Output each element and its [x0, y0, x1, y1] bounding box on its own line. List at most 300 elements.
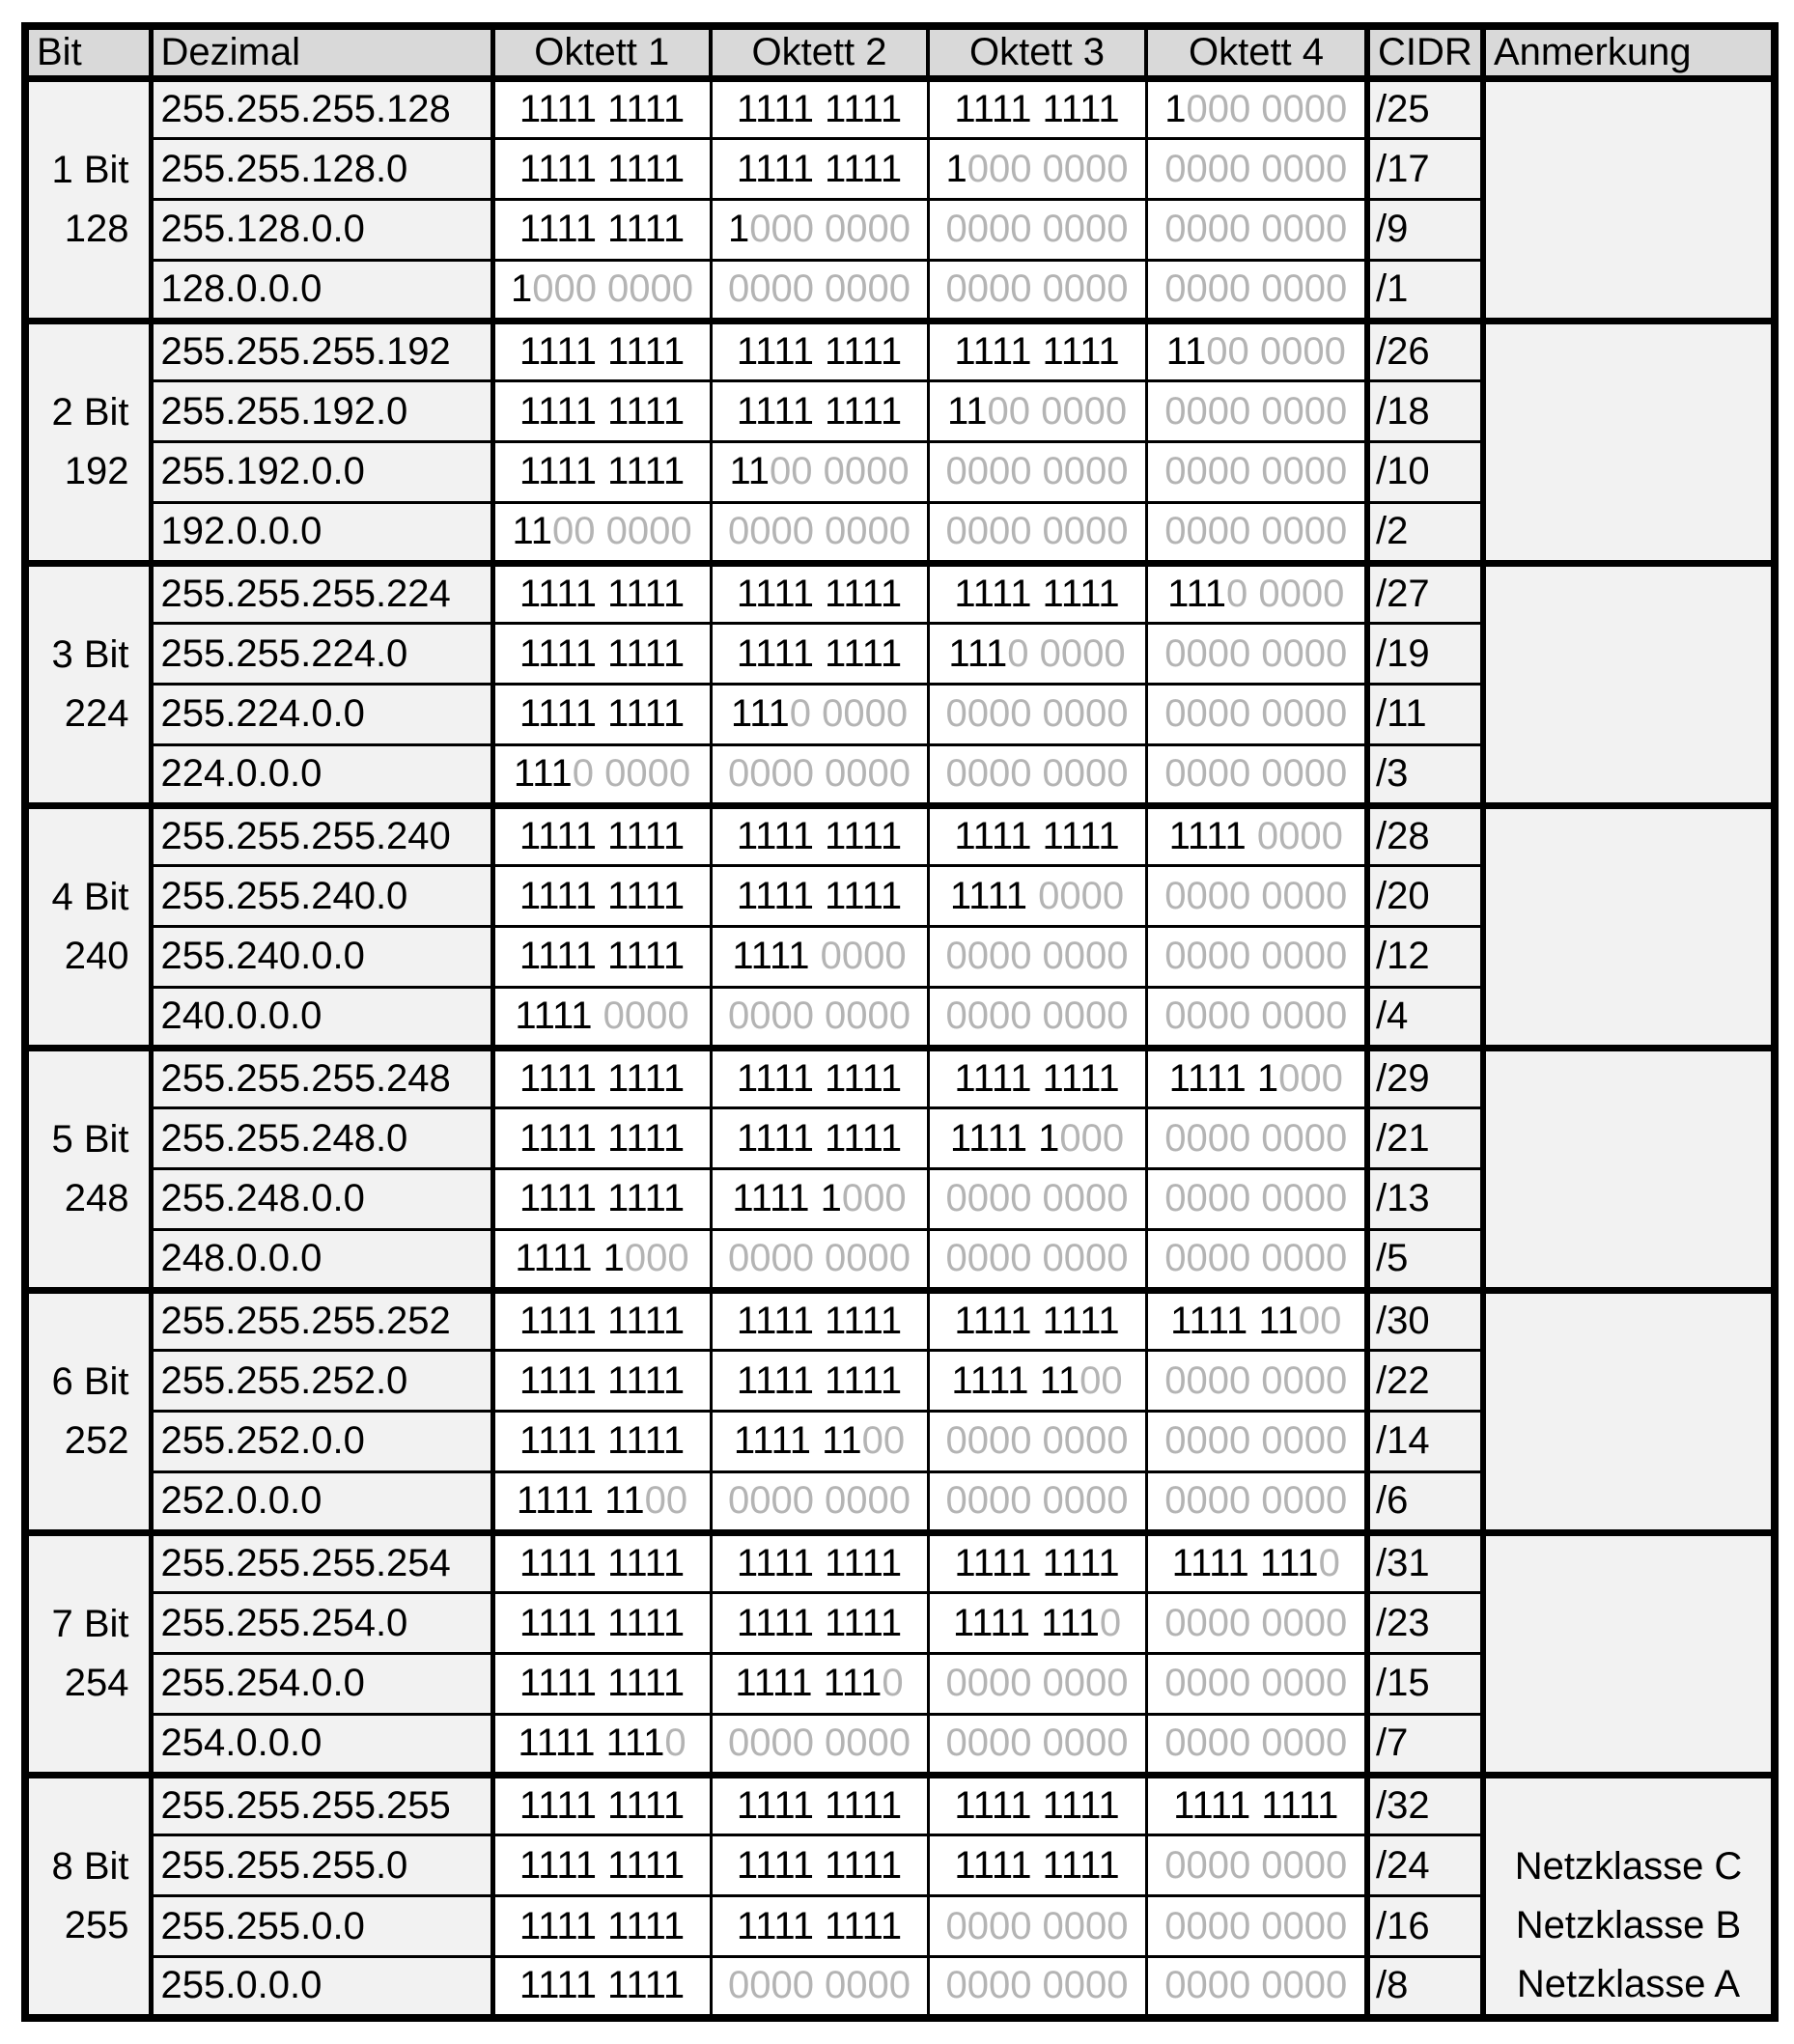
dezimal-cell: 255.255.254.0 [151, 1593, 492, 1654]
bits-off: 0000 0000 [1164, 147, 1348, 190]
octet4-cell [1146, 805, 1367, 866]
header-row [25, 26, 1775, 78]
bit-group-cell [25, 1532, 151, 1775]
octet2-cell [711, 685, 928, 745]
bits-on: 1111 11 [951, 1358, 1080, 1402]
bits-on: 1111 1111 [519, 572, 686, 615]
anmerkung-line [1486, 200, 1771, 259]
bits-off: 000 0000 [967, 147, 1129, 190]
octet4-cell [1146, 987, 1367, 1048]
dezimal-cell: 255.254.0.0 [151, 1654, 492, 1715]
octet2-cell [711, 1532, 928, 1593]
bits-on: 1111 1111 [519, 1056, 686, 1100]
anmerkung-line [1486, 1294, 1771, 1353]
octet1-cell [492, 624, 711, 685]
bits-off: 0 [1318, 1541, 1340, 1584]
dezimal-cell: 255.255.128.0 [151, 139, 492, 200]
bit-count-label: 8 Bit [51, 1844, 129, 1888]
octet2-cell [711, 1896, 928, 1957]
dezimal-cell: 255.128.0.0 [151, 200, 492, 261]
cidr-cell: /23 [1367, 1593, 1483, 1654]
bit-group-cell [25, 1290, 151, 1532]
table-row [25, 1048, 1775, 1108]
bit-group-cell [25, 321, 151, 563]
octet4-cell [1146, 139, 1367, 200]
bits-on: 1111 1111 [736, 1601, 903, 1644]
octet4-cell [1146, 1412, 1367, 1472]
octet2-cell [711, 139, 928, 200]
anmerkung-line [1486, 1536, 1771, 1595]
bits-on: 1111 1111 [519, 450, 686, 493]
octet2-cell [711, 1169, 928, 1230]
bits-off: 0 0000 [572, 752, 691, 796]
octet1-cell [492, 563, 711, 624]
bits-off: 0000 0000 [1164, 450, 1348, 493]
bits-on: 1111 1111 [519, 1419, 686, 1463]
cidr-cell: /31 [1367, 1532, 1483, 1593]
table-row [25, 1775, 1775, 1835]
dezimal-cell: 255.255.255.224 [151, 563, 492, 624]
bit-value-label: 128 [64, 207, 129, 250]
bits-on: 1111 1111 [519, 389, 686, 433]
octet4-cell [1146, 1714, 1367, 1775]
bits-on: 1111 11 [1170, 1299, 1299, 1342]
octet3-cell [928, 1654, 1146, 1715]
octet1-cell [492, 1290, 711, 1351]
bits-on: 1111 1111 [519, 1601, 686, 1644]
bits-on: 1111 11 [516, 1479, 645, 1523]
bits-off: 0 0000 [1225, 572, 1345, 615]
bits-on: 1111 1111 [519, 1177, 686, 1220]
octet3-cell [928, 1351, 1146, 1412]
octet1-cell [492, 78, 711, 139]
bits-on: 1111 1111 [519, 874, 686, 917]
bits-off: 00 [644, 1479, 688, 1523]
cidr-cell: /32 [1367, 1775, 1483, 1835]
bit-group-cell [25, 1048, 151, 1290]
cidr-cell: /20 [1367, 866, 1483, 927]
bit-value-label: 192 [64, 449, 129, 492]
octet4-cell [1146, 1654, 1367, 1715]
bits-on: 1111 1111 [736, 1358, 903, 1402]
octet1-cell [492, 1532, 711, 1593]
octet2-cell [711, 321, 928, 381]
octet2-cell [711, 1351, 928, 1412]
bits-off: 0000 0000 [727, 1479, 911, 1523]
octet4-cell [1146, 744, 1367, 805]
cidr-cell: /5 [1367, 1229, 1483, 1290]
octet3-cell [928, 866, 1146, 927]
octet4-cell [1146, 1593, 1367, 1654]
bits-off: 0000 0000 [1164, 631, 1348, 675]
octet3-cell [928, 1957, 1146, 2018]
cidr-cell: /16 [1367, 1896, 1483, 1957]
octet1-cell [492, 685, 711, 745]
octet1-cell [492, 927, 711, 988]
bits-on: 1111 1111 [519, 208, 686, 251]
anmerkung-line [1486, 324, 1771, 383]
anmerkung-line [1486, 927, 1771, 986]
bits-on: 1111 1111 [519, 935, 686, 978]
bit-value-label: 224 [64, 691, 129, 735]
octet3-cell [928, 502, 1146, 563]
octet4-cell [1146, 1290, 1367, 1351]
octet1-cell [492, 1654, 711, 1715]
cidr-cell: /4 [1367, 987, 1483, 1048]
bits-off: 0000 0000 [1164, 752, 1348, 796]
bits-on: 1111 1111 [954, 1843, 1120, 1887]
bit-value-label: 248 [64, 1176, 129, 1219]
dezimal-cell: 255.255.255.252 [151, 1290, 492, 1351]
anmerkung-cell [1483, 563, 1775, 805]
anmerkung-line [1486, 442, 1771, 501]
bits-off: 0000 0000 [1164, 1662, 1348, 1705]
octet4-cell [1146, 1775, 1367, 1835]
cidr-cell: /22 [1367, 1351, 1483, 1412]
octet4-cell [1146, 685, 1367, 745]
bit-count-label: 2 Bit [51, 390, 129, 434]
octet2-cell [711, 563, 928, 624]
dezimal-cell: 255.255.255.192 [151, 321, 492, 381]
anmerkung-line [1486, 1353, 1771, 1412]
anmerkung-line [1486, 1412, 1771, 1470]
bits-off: 0000 0000 [727, 1237, 911, 1280]
anmerkung-cell [1483, 1048, 1775, 1290]
octet1-cell [492, 200, 711, 261]
bits-off: 0000 0000 [945, 1177, 1129, 1220]
octet3-cell [928, 1169, 1146, 1230]
header-anmerkung: Anmerkung [1483, 26, 1775, 78]
anmerkung-line [1486, 986, 1771, 1045]
header-bit: Bit [25, 26, 151, 78]
bits-off: 0000 0000 [1164, 1237, 1348, 1280]
cidr-cell: /14 [1367, 1412, 1483, 1472]
bits-off: 0000 0000 [727, 1722, 911, 1765]
octet4-cell [1146, 1896, 1367, 1957]
octet1-cell [492, 1714, 711, 1775]
octet3-cell [928, 1229, 1146, 1290]
bits-on: 1111 1111 [519, 692, 686, 736]
dezimal-cell: 255.248.0.0 [151, 1169, 492, 1230]
octet4-cell [1146, 321, 1367, 381]
bits-off: 0000 0000 [1164, 389, 1348, 433]
octet2-cell [711, 1108, 928, 1169]
octet1-cell [492, 1229, 711, 1290]
anmerkung-cell [1483, 78, 1775, 321]
dezimal-cell: 255.240.0.0 [151, 927, 492, 988]
bits-off: 00 0000 [987, 389, 1128, 433]
octet1-cell [492, 381, 711, 442]
bits-off: 0 [664, 1722, 687, 1765]
cidr-cell: /9 [1367, 200, 1483, 261]
dezimal-cell: 192.0.0.0 [151, 502, 492, 563]
octet1-cell [492, 139, 711, 200]
octet3-cell [928, 1532, 1146, 1593]
octet3-cell [928, 1290, 1146, 1351]
bits-on: 1111 1 [1168, 1056, 1279, 1100]
octet2-cell [711, 1957, 928, 2018]
bit-value-label: 252 [64, 1418, 129, 1462]
bits-off: 0000 0000 [945, 1904, 1129, 1947]
header-oktett-2: Oktett 2 [711, 26, 928, 78]
bits-on: 1111 111 [735, 1662, 883, 1705]
bits-off: 0 0000 [789, 692, 909, 736]
anmerkung-cell [1483, 1532, 1775, 1775]
bits-off: 0000 0000 [1164, 1419, 1348, 1463]
bits-off: 00 0000 [769, 450, 910, 493]
table-row [25, 805, 1775, 866]
bits-off: 0000 0000 [1164, 1177, 1348, 1220]
dezimal-cell: 255.255.255.0 [151, 1835, 492, 1896]
bits-on: 1111 1 [515, 1237, 625, 1280]
octet4-cell [1146, 502, 1367, 563]
cidr-cell: /1 [1367, 260, 1483, 321]
octet3-cell [928, 1896, 1146, 1957]
bits-on: 1111 1111 [519, 329, 686, 373]
bits-on: 1 [510, 267, 533, 311]
cidr-cell: /26 [1367, 321, 1483, 381]
dezimal-cell: 255.255.255.128 [151, 78, 492, 139]
bits-off: 00 [1079, 1358, 1123, 1402]
table-row [25, 78, 1775, 139]
bits-on: 1111 1111 [736, 572, 903, 615]
bits-off: 0000 0000 [727, 994, 911, 1038]
anmerkung-line [1486, 1778, 1771, 1837]
anmerkung-cell [1483, 805, 1775, 1048]
bits-on: 1111 1111 [519, 1964, 686, 2007]
dezimal-cell: 240.0.0.0 [151, 987, 492, 1048]
octet4-cell [1146, 1048, 1367, 1108]
bits-on: 111 [513, 752, 573, 796]
octet4-cell [1146, 1957, 1367, 2018]
octet4-cell [1146, 442, 1367, 503]
bits-on: 1111 1111 [736, 874, 903, 917]
octet4-cell [1146, 624, 1367, 685]
bit-count-label: 5 Bit [51, 1117, 129, 1161]
anmerkung-line [1486, 1595, 1771, 1654]
octet1-cell [492, 1048, 711, 1108]
dezimal-cell: 255.192.0.0 [151, 442, 492, 503]
dezimal-cell: 255.255.255.248 [151, 1048, 492, 1108]
bits-on: 1 [727, 208, 750, 251]
bits-on: 1111 1111 [736, 1843, 903, 1887]
bits-off: 00 [861, 1419, 906, 1463]
bits-on: 1111 1 [949, 1116, 1060, 1160]
anmerkung-line [1486, 1470, 1771, 1529]
dezimal-cell: 254.0.0.0 [151, 1714, 492, 1775]
subnet-table [21, 22, 1779, 2022]
octet4-cell [1146, 866, 1367, 927]
dezimal-cell: 255.255.255.240 [151, 805, 492, 866]
octet1-cell [492, 866, 711, 927]
octet3-cell [928, 1048, 1146, 1108]
octet1-cell [492, 1169, 711, 1230]
bits-on: 111 [948, 631, 1008, 675]
octet1-cell [492, 1412, 711, 1472]
bits-on: 1111 1111 [954, 814, 1120, 857]
octet3-cell [928, 1775, 1146, 1835]
octet3-cell [928, 260, 1146, 321]
octet1-cell [492, 1108, 711, 1169]
dezimal-cell: 255.255.0.0 [151, 1896, 492, 1957]
bits-off: 0000 0000 [1164, 510, 1348, 553]
bits-off: 0000 0000 [945, 510, 1129, 553]
cidr-cell: /8 [1367, 1957, 1483, 2018]
bit-value-label: 255 [64, 1903, 129, 1946]
bits-off: 0000 0000 [1164, 1601, 1348, 1644]
octet3-cell [928, 1412, 1146, 1472]
cidr-cell: /7 [1367, 1714, 1483, 1775]
bits-off: 0000 0000 [945, 208, 1129, 251]
header-oktett-3: Oktett 3 [928, 26, 1146, 78]
cidr-cell: /11 [1367, 685, 1483, 745]
anmerkung-line: Netzklasse A [1516, 1962, 1741, 2005]
bits-on: 11 [1165, 329, 1207, 373]
octet4-cell [1146, 260, 1367, 321]
bits-on: 1111 1111 [519, 1843, 686, 1887]
bits-off: 0000 0000 [1164, 1964, 1348, 2007]
bits-off: 0000 [592, 994, 689, 1038]
anmerkung-line [1486, 501, 1771, 560]
octet1-cell [492, 502, 711, 563]
octet3-cell [928, 78, 1146, 139]
octet3-cell [928, 987, 1146, 1048]
octet1-cell [492, 987, 711, 1048]
octet1-cell [492, 1957, 711, 2018]
octet4-cell [1146, 1835, 1367, 1896]
octet2-cell [711, 200, 928, 261]
header-oktett-4: Oktett 4 [1146, 26, 1367, 78]
bits-off: 0000 0000 [1164, 1116, 1348, 1160]
bits-off: 0000 0000 [727, 267, 911, 311]
octet1-cell [492, 1775, 711, 1835]
bits-off: 0000 0000 [1164, 1358, 1348, 1402]
bits-on: 1111 1111 [954, 1056, 1120, 1100]
octet1-cell [492, 805, 711, 866]
anmerkung-line [1486, 743, 1771, 802]
cidr-cell: /3 [1367, 744, 1483, 805]
bits-on: 1111 111 [1171, 1541, 1319, 1584]
bits-on: 1111 1111 [736, 1056, 903, 1100]
octet2-cell [711, 1714, 928, 1775]
bits-on: 1111 1111 [519, 1662, 686, 1705]
octet3-cell [928, 1714, 1146, 1775]
bits-on: 1111 1111 [736, 147, 903, 190]
octet2-cell [711, 1048, 928, 1108]
octet3-cell [928, 685, 1146, 745]
anmerkung-line [1486, 1228, 1771, 1287]
table-row [25, 321, 1775, 381]
octet2-cell [711, 1471, 928, 1532]
bit-group-cell [25, 78, 151, 321]
octet3-cell [928, 563, 1146, 624]
bits-off: 0000 0000 [1164, 874, 1348, 917]
octet1-cell [492, 1835, 711, 1896]
bits-off: 000 [841, 1177, 907, 1220]
bits-on: 1111 1111 [519, 1541, 686, 1584]
bits-on: 1111 1111 [736, 1783, 903, 1827]
cidr-cell: /6 [1367, 1471, 1483, 1532]
octet2-cell [711, 78, 928, 139]
anmerkung-line [1486, 383, 1771, 442]
bits-on: 1111 1111 [736, 1299, 903, 1342]
octet2-cell [711, 1229, 928, 1290]
octet3-cell [928, 321, 1146, 381]
dezimal-cell: 252.0.0.0 [151, 1471, 492, 1532]
octet3-cell [928, 200, 1146, 261]
bits-on: 1111 [949, 874, 1027, 917]
bits-off: 0000 0000 [945, 994, 1129, 1038]
bit-count-label: 6 Bit [51, 1359, 129, 1403]
bits-on: 1111 1111 [519, 1904, 686, 1947]
anmerkung-line [1486, 809, 1771, 868]
bits-on: 1111 1111 [1173, 1783, 1339, 1827]
octet3-cell [928, 139, 1146, 200]
bit-value-label: 254 [64, 1661, 129, 1704]
octet2-cell [711, 1412, 928, 1472]
bits-on: 1111 1111 [954, 1299, 1120, 1342]
octet4-cell [1146, 927, 1367, 988]
bits-off: 0000 0000 [1164, 994, 1348, 1038]
table-row [25, 1532, 1775, 1593]
bits-off: 0000 0000 [1164, 208, 1348, 251]
anmerkung-line [1486, 567, 1771, 626]
octet4-cell [1146, 1169, 1367, 1230]
octet1-cell [492, 1351, 711, 1412]
octet4-cell [1146, 1108, 1367, 1169]
bits-on: 1111 1111 [736, 1904, 903, 1947]
octet2-cell [711, 805, 928, 866]
bits-off: 0000 0000 [1164, 935, 1348, 978]
octet2-cell [711, 502, 928, 563]
anmerkung-cell [1483, 1775, 1775, 2018]
octet2-cell [711, 1775, 928, 1835]
bits-on: 1111 1111 [736, 631, 903, 675]
bits-off: 0000 [1026, 874, 1125, 917]
bits-on: 1111 1111 [954, 572, 1120, 615]
dezimal-cell: 255.255.255.255 [151, 1775, 492, 1835]
bits-on: 1111 1111 [736, 1116, 903, 1160]
octet4-cell [1146, 1351, 1367, 1412]
anmerkung-line [1486, 259, 1771, 318]
octet3-cell [928, 1593, 1146, 1654]
bits-on: 1111 1111 [736, 389, 903, 433]
octet2-cell [711, 987, 928, 1048]
bits-on: 1111 1111 [519, 1299, 686, 1342]
bits-off: 0000 0000 [1164, 1722, 1348, 1765]
cidr-cell: /17 [1367, 139, 1483, 200]
bits-on: 1111 1111 [519, 631, 686, 675]
cidr-cell: /2 [1367, 502, 1483, 563]
bits-on: 1111 1 [732, 1177, 842, 1220]
octet2-cell [711, 624, 928, 685]
bits-on: 1 [1164, 87, 1187, 130]
bits-off: 0000 0000 [1164, 692, 1348, 736]
octet3-cell [928, 1835, 1146, 1896]
bits-on: 1111 1111 [954, 1541, 1120, 1584]
anmerkung-line [1486, 1051, 1771, 1110]
cidr-cell: /28 [1367, 805, 1483, 866]
octet2-cell [711, 1290, 928, 1351]
bits-off: 0000 0000 [1164, 1843, 1348, 1887]
anmerkung-line: Netzklasse B [1515, 1903, 1742, 1946]
cidr-cell: /27 [1367, 563, 1483, 624]
bits-off: 0000 0000 [945, 752, 1129, 796]
bits-on: 1111 11 [733, 1419, 862, 1463]
cidr-cell: /19 [1367, 624, 1483, 685]
cidr-cell: /29 [1367, 1048, 1483, 1108]
bits-off: 0000 0000 [945, 267, 1129, 311]
